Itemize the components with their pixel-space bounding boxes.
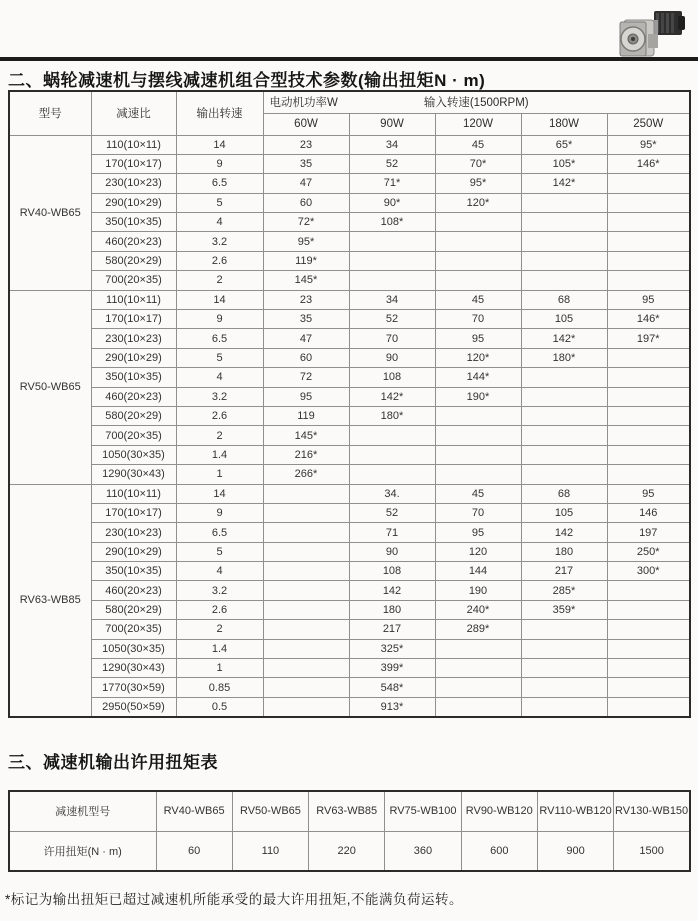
output-speed-cell: 4: [176, 562, 263, 581]
table-row: [9, 310, 690, 329]
torque-value-cell: [435, 406, 521, 425]
output-speed-cell: 14: [176, 484, 263, 503]
col-header-120w: 120W: [435, 113, 521, 135]
torque-value-cell: 110: [232, 831, 308, 871]
torque-value-cell: [607, 639, 690, 658]
table-row: [9, 290, 690, 309]
torque-value-cell: [435, 213, 521, 232]
torque-value-cell: [521, 659, 607, 678]
torque-value-cell: 105*: [521, 154, 607, 173]
torque-value-cell: [607, 445, 690, 464]
torque-model-cell: RV130-WB150: [614, 791, 690, 831]
torque-value-cell: 45: [435, 135, 521, 154]
torque-value-cell: 60: [263, 193, 349, 212]
table-row: [9, 542, 690, 561]
output-speed-cell: 9: [176, 310, 263, 329]
torque-value-cell: 119*: [263, 251, 349, 270]
table-row: [9, 135, 690, 154]
torque-value-cell: [349, 232, 435, 251]
torque-value-cell: 23: [263, 290, 349, 309]
torque-value-cell: [263, 697, 349, 716]
torque-value-cell: 70: [435, 503, 521, 522]
torque-value-cell: [435, 232, 521, 251]
torque-value-cell: 145*: [263, 426, 349, 445]
torque-value-cell: 180*: [521, 348, 607, 367]
torque-value-cell: [607, 251, 690, 270]
torque-value-cell: 142*: [521, 329, 607, 348]
torque-value-cell: 217: [521, 562, 607, 581]
torque-value-cell: [263, 620, 349, 639]
torque-value-cell: 180: [349, 600, 435, 619]
torque-value-cell: 34: [349, 290, 435, 309]
torque-value-cell: 399*: [349, 659, 435, 678]
torque-value-cell: 90: [349, 348, 435, 367]
torque-value-cell: [521, 406, 607, 425]
table-header-row-1: [9, 91, 690, 113]
torque-value-cell: [607, 620, 690, 639]
table-row: [9, 639, 690, 658]
torque-value-cell: 360: [385, 831, 461, 871]
output-speed-cell: 1.4: [176, 445, 263, 464]
table-row: [9, 271, 690, 290]
torque-value-cell: 197*: [607, 329, 690, 348]
torque-value-cell: 45: [435, 484, 521, 503]
model-cell: RV40-WB65: [9, 135, 91, 290]
torque-value-cell: [521, 193, 607, 212]
torque-value-cell: [607, 348, 690, 367]
model-cell: RV63-WB85: [9, 484, 91, 717]
torque-value-cell: 146*: [607, 310, 690, 329]
torque-value-cell: [521, 271, 607, 290]
torque-value-cell: [521, 426, 607, 445]
ratio-cell: 460(20×23): [91, 387, 176, 406]
torque-value-cell: 600: [461, 831, 537, 871]
torque-model-cell: RV110-WB120: [537, 791, 613, 831]
output-speed-cell: 4: [176, 213, 263, 232]
torque-value-cell: [263, 503, 349, 522]
torque-value-cell: 71*: [349, 174, 435, 193]
col-header-ratio: 减速比: [91, 91, 176, 135]
ratio-cell: 170(10×17): [91, 503, 176, 522]
torque-value-cell: 95*: [435, 174, 521, 193]
torque-value-cell: [263, 542, 349, 561]
torque-value-cell: 95: [607, 290, 690, 309]
model-cell: RV50-WB65: [9, 290, 91, 484]
torque-value-cell: [607, 213, 690, 232]
torque-value-cell: 120*: [435, 193, 521, 212]
col-header-model: 型号: [9, 91, 91, 135]
torque-value-cell: [607, 465, 690, 484]
allowable-torque-table: [8, 790, 691, 872]
ratio-cell: 350(10×35): [91, 562, 176, 581]
torque-value-cell: [263, 639, 349, 658]
ratio-cell: 700(20×35): [91, 271, 176, 290]
torque-value-cell: 70: [349, 329, 435, 348]
torque-value-cell: [349, 426, 435, 445]
ratio-cell: 460(20×23): [91, 581, 176, 600]
torque-value-cell: 548*: [349, 678, 435, 697]
torque-model-cell: RV63-WB85: [309, 791, 385, 831]
torque-value-cell: 45: [435, 290, 521, 309]
gear-reducer-product-photo: [612, 8, 688, 64]
torque-value-cell: [607, 697, 690, 716]
torque-value-cell: [263, 484, 349, 503]
torque-value-cell: [607, 271, 690, 290]
torque-value-cell: [349, 445, 435, 464]
torque-value-cell: [435, 678, 521, 697]
ratio-cell: 110(10×11): [91, 135, 176, 154]
torque-value-cell: 70*: [435, 154, 521, 173]
torque-value-cell: 71: [349, 523, 435, 542]
torque-value-cell: 289*: [435, 620, 521, 639]
parameters-table: [8, 90, 691, 718]
table-row: [9, 581, 690, 600]
ratio-cell: 700(20×35): [91, 620, 176, 639]
ratio-cell: 230(10×23): [91, 329, 176, 348]
table-row: [9, 659, 690, 678]
torque-value-cell: 180: [521, 542, 607, 561]
torque-value-cell: 300*: [607, 562, 690, 581]
output-speed-cell: 14: [176, 290, 263, 309]
section2-title: 二、蜗轮减速机与摆线减速机组合型技术参数(输出扭矩N · m): [8, 71, 486, 90]
output-speed-cell: 6.5: [176, 329, 263, 348]
torque-value-cell: 90: [349, 542, 435, 561]
table-row: [9, 678, 690, 697]
torque-value-cell: 266*: [263, 465, 349, 484]
torque-value-cell: 144: [435, 562, 521, 581]
ratio-cell: 1050(30×35): [91, 445, 176, 464]
torque-value-cell: 34: [349, 135, 435, 154]
ratio-cell: 290(10×29): [91, 348, 176, 367]
torque-value-cell: 95: [263, 387, 349, 406]
torque-value-cell: 220: [309, 831, 385, 871]
ratio-cell: 460(20×23): [91, 232, 176, 251]
output-speed-cell: 9: [176, 503, 263, 522]
col-header-90w: 90W: [349, 113, 435, 135]
torque-value-cell: [607, 406, 690, 425]
torque-value-cell: 142: [521, 523, 607, 542]
output-speed-cell: 4: [176, 368, 263, 387]
torque-model-cell: RV75-WB100: [385, 791, 461, 831]
torque-value-cell: 190*: [435, 387, 521, 406]
output-speed-cell: 5: [176, 542, 263, 561]
torque-value-cell: 145*: [263, 271, 349, 290]
ratio-cell: 580(20×29): [91, 251, 176, 270]
torque-value-cell: 90*: [349, 193, 435, 212]
torque-value-cell: 197: [607, 523, 690, 542]
torque-value-cell: 52: [349, 503, 435, 522]
torque-value-cell: [607, 600, 690, 619]
torque-value-cell: [435, 426, 521, 445]
output-speed-cell: 2.6: [176, 251, 263, 270]
torque-value-cell: 52: [349, 154, 435, 173]
ratio-cell: 290(10×29): [91, 193, 176, 212]
torque-value-cell: 190: [435, 581, 521, 600]
torque-value-cell: [607, 581, 690, 600]
torque-value-cell: [521, 387, 607, 406]
ratio-cell: 110(10×11): [91, 290, 176, 309]
output-speed-cell: 3.2: [176, 387, 263, 406]
ratio-cell: 230(10×23): [91, 523, 176, 542]
output-speed-cell: 5: [176, 193, 263, 212]
ratio-cell: 580(20×29): [91, 600, 176, 619]
torque-value-cell: 52: [349, 310, 435, 329]
torque-value-cell: 65*: [521, 135, 607, 154]
table-row: [9, 445, 690, 464]
torque-value-cell: 105: [521, 503, 607, 522]
torque-value-cell: 105: [521, 310, 607, 329]
table-row: [9, 251, 690, 270]
torque-value-cell: 240*: [435, 600, 521, 619]
torque-value-cell: 35: [263, 310, 349, 329]
torque-value-cell: [263, 523, 349, 542]
torque-value-cell: 1500: [614, 831, 690, 871]
torque-value-cell: [607, 368, 690, 387]
torque-value-cell: 285*: [521, 581, 607, 600]
col-header-180w: 180W: [521, 113, 607, 135]
torque-value-cell: 68: [521, 290, 607, 309]
torque-value-cell: 108: [349, 562, 435, 581]
torque-value-cell: [521, 678, 607, 697]
ratio-cell: 170(10×17): [91, 310, 176, 329]
output-speed-cell: 1.4: [176, 639, 263, 658]
torque-value-cell: 72*: [263, 213, 349, 232]
torque-value-cell: [607, 193, 690, 212]
torque-value-cell: 95: [607, 484, 690, 503]
ratio-cell: 110(10×11): [91, 484, 176, 503]
torque-value-cell: 359*: [521, 600, 607, 619]
ratio-cell: 350(10×35): [91, 368, 176, 387]
torque-value-cell: 34.: [349, 484, 435, 503]
table-row: [9, 600, 690, 619]
table-row: [9, 232, 690, 251]
torque-value-cell: 144*: [435, 368, 521, 387]
ratio-cell: 2950(50×59): [91, 697, 176, 716]
torque-value-cell: [521, 465, 607, 484]
torque-models-row: [9, 791, 690, 831]
torque-value-cell: 142*: [521, 174, 607, 193]
output-speed-cell: 9: [176, 154, 263, 173]
torque-value-cell: 95: [435, 523, 521, 542]
torque-value-cell: [521, 445, 607, 464]
torque-value-cell: [263, 581, 349, 600]
torque-value-cell: 95*: [263, 232, 349, 251]
motor-power-label: 电动机功率W: [269, 97, 338, 110]
torque-value-cell: [263, 659, 349, 678]
torque-value-cell: 72: [263, 368, 349, 387]
header-divider-rule: [0, 57, 698, 61]
output-speed-cell: 6.5: [176, 174, 263, 193]
ratio-cell: 700(20×35): [91, 426, 176, 445]
asterisk-footnote: *标记为输出扭矩已超过减速机所能承受的最大许用扭矩,不能满负荷运转。: [5, 892, 464, 907]
output-speed-cell: 0.85: [176, 678, 263, 697]
torque-value-cell: [435, 659, 521, 678]
torque-model-label: 减速机型号: [9, 791, 156, 831]
torque-value-cell: [349, 465, 435, 484]
torque-value-cell: 119: [263, 406, 349, 425]
table-row: [9, 562, 690, 581]
torque-value-cell: 250*: [607, 542, 690, 561]
torque-value-cell: [607, 387, 690, 406]
table-row: [9, 193, 690, 212]
torque-model-cell: RV40-WB65: [156, 791, 232, 831]
torque-value-cell: [263, 562, 349, 581]
torque-value-cell: [521, 697, 607, 716]
torque-model-cell: RV90-WB120: [461, 791, 537, 831]
torque-value-cell: [435, 251, 521, 270]
table-row: [9, 697, 690, 716]
torque-value-cell: 216*: [263, 445, 349, 464]
table-row: [9, 406, 690, 425]
torque-value-cell: 120: [435, 542, 521, 561]
torque-value-cell: [607, 659, 690, 678]
output-speed-cell: 3.2: [176, 232, 263, 251]
output-speed-cell: 5: [176, 348, 263, 367]
table-row: [9, 503, 690, 522]
torque-value-cell: 68: [521, 484, 607, 503]
output-speed-cell: 1: [176, 465, 263, 484]
output-speed-cell: 6.5: [176, 523, 263, 542]
torque-value-cell: 146: [607, 503, 690, 522]
torque-value-cell: 60: [263, 348, 349, 367]
output-speed-cell: 2.6: [176, 600, 263, 619]
torque-value-cell: 913*: [349, 697, 435, 716]
torque-value-cell: [435, 271, 521, 290]
table-row: [9, 174, 690, 193]
torque-value-cell: [607, 232, 690, 251]
ratio-cell: 290(10×29): [91, 542, 176, 561]
torque-value-cell: 142: [349, 581, 435, 600]
table-row: [9, 484, 690, 503]
torque-value-cell: [435, 639, 521, 658]
ratio-cell: 1050(30×35): [91, 639, 176, 658]
col-header-60w: 60W: [263, 113, 349, 135]
torque-values-row: [9, 831, 690, 871]
table-row: [9, 620, 690, 639]
table-row: [9, 426, 690, 445]
ratio-cell: 350(10×35): [91, 213, 176, 232]
output-speed-cell: 0.5: [176, 697, 263, 716]
torque-value-cell: [521, 213, 607, 232]
table-row: [9, 465, 690, 484]
output-speed-cell: 1: [176, 659, 263, 678]
torque-value-cell: 142*: [349, 387, 435, 406]
table-row: [9, 154, 690, 173]
output-speed-cell: 14: [176, 135, 263, 154]
table-row: [9, 387, 690, 406]
ratio-cell: 1290(30×43): [91, 465, 176, 484]
torque-value-cell: [263, 678, 349, 697]
ratio-cell: 1290(30×43): [91, 659, 176, 678]
torque-value-cell: 900: [537, 831, 613, 871]
torque-value-cell: 217: [349, 620, 435, 639]
torque-value-cell: 35: [263, 154, 349, 173]
torque-value-cell: 23: [263, 135, 349, 154]
output-speed-cell: 2: [176, 426, 263, 445]
torque-value-cell: [435, 465, 521, 484]
torque-value-cell: [349, 251, 435, 270]
ratio-cell: 580(20×29): [91, 406, 176, 425]
table-row: [9, 368, 690, 387]
output-speed-cell: 3.2: [176, 581, 263, 600]
torque-model-cell: RV50-WB65: [232, 791, 308, 831]
table-row: [9, 329, 690, 348]
torque-value-cell: 120*: [435, 348, 521, 367]
main-table-body: [9, 135, 690, 717]
col-header-250w: 250W: [607, 113, 690, 135]
torque-value-cell: 95*: [607, 135, 690, 154]
torque-value-cell: [607, 426, 690, 445]
torque-value-cell: [349, 271, 435, 290]
torque-value-cell: [263, 600, 349, 619]
torque-value-cell: 108*: [349, 213, 435, 232]
torque-value-cell: 108: [349, 368, 435, 387]
input-speed-label: 输入转速(1500RPM): [423, 97, 529, 110]
output-speed-cell: 2.6: [176, 406, 263, 425]
col-header-output-speed: 输出转速: [176, 91, 263, 135]
torque-value-label: 许用扭矩(N · m): [9, 831, 156, 871]
torque-value-cell: [521, 368, 607, 387]
torque-value-cell: [435, 445, 521, 464]
torque-value-cell: 95: [435, 329, 521, 348]
torque-value-cell: 180*: [349, 406, 435, 425]
torque-value-cell: [521, 620, 607, 639]
ratio-cell: 170(10×17): [91, 154, 176, 173]
torque-value-cell: [521, 251, 607, 270]
output-speed-cell: 2: [176, 620, 263, 639]
ratio-cell: 230(10×23): [91, 174, 176, 193]
torque-value-cell: [607, 678, 690, 697]
torque-value-cell: [435, 697, 521, 716]
torque-value-cell: 146*: [607, 154, 690, 173]
torque-value-cell: [521, 639, 607, 658]
col-header-power-span: [263, 91, 690, 113]
torque-value-cell: 70: [435, 310, 521, 329]
ratio-cell: 1770(30×59): [91, 678, 176, 697]
section3-title: 三、减速机输出许用扭矩表: [8, 753, 218, 772]
torque-value-cell: 47: [263, 329, 349, 348]
table-row: [9, 523, 690, 542]
torque-value-cell: [607, 174, 690, 193]
torque-value-cell: 47: [263, 174, 349, 193]
torque-value-cell: 325*: [349, 639, 435, 658]
table-row: [9, 213, 690, 232]
torque-value-cell: [521, 232, 607, 251]
torque-value-cell: 60: [156, 831, 232, 871]
table-row: [9, 348, 690, 367]
output-speed-cell: 2: [176, 271, 263, 290]
